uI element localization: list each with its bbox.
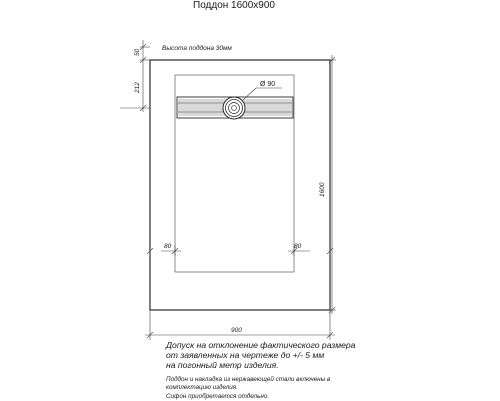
dim-right-inset: 80	[294, 243, 302, 250]
tolerance-note-line: Допуск на отклонение фактического размера	[166, 340, 356, 350]
width-dimension-lines	[145, 310, 335, 340]
drain-hole	[223, 97, 245, 119]
supply-note-line: Поддон и накладка из нержавеющей стали включены в	[166, 376, 331, 383]
tolerance-note-line: от заявленных на чертеже до +/- 5 мм	[166, 350, 325, 360]
dim-top-margin: 50	[134, 48, 141, 56]
supply-note-line: комплектацию изделия.	[166, 384, 238, 392]
dim-length: 1600	[319, 182, 326, 197]
dim-left-inset: 80	[164, 243, 172, 250]
height-note: Высота поддона 30мм	[162, 45, 232, 52]
notes-block	[166, 340, 486, 401]
dim-drain-offset: 212	[134, 82, 141, 93]
drain-diameter-label: Ø 90	[260, 81, 276, 88]
supply-note-line: Сифон приобретается отдельно.	[166, 392, 270, 400]
tolerance-note-line: на погонный метр изделия.	[166, 360, 279, 370]
drawing-title: Поддон 1600х900	[193, 0, 275, 11]
diameter-leader	[243, 88, 256, 100]
dim-width: 900	[231, 327, 242, 334]
